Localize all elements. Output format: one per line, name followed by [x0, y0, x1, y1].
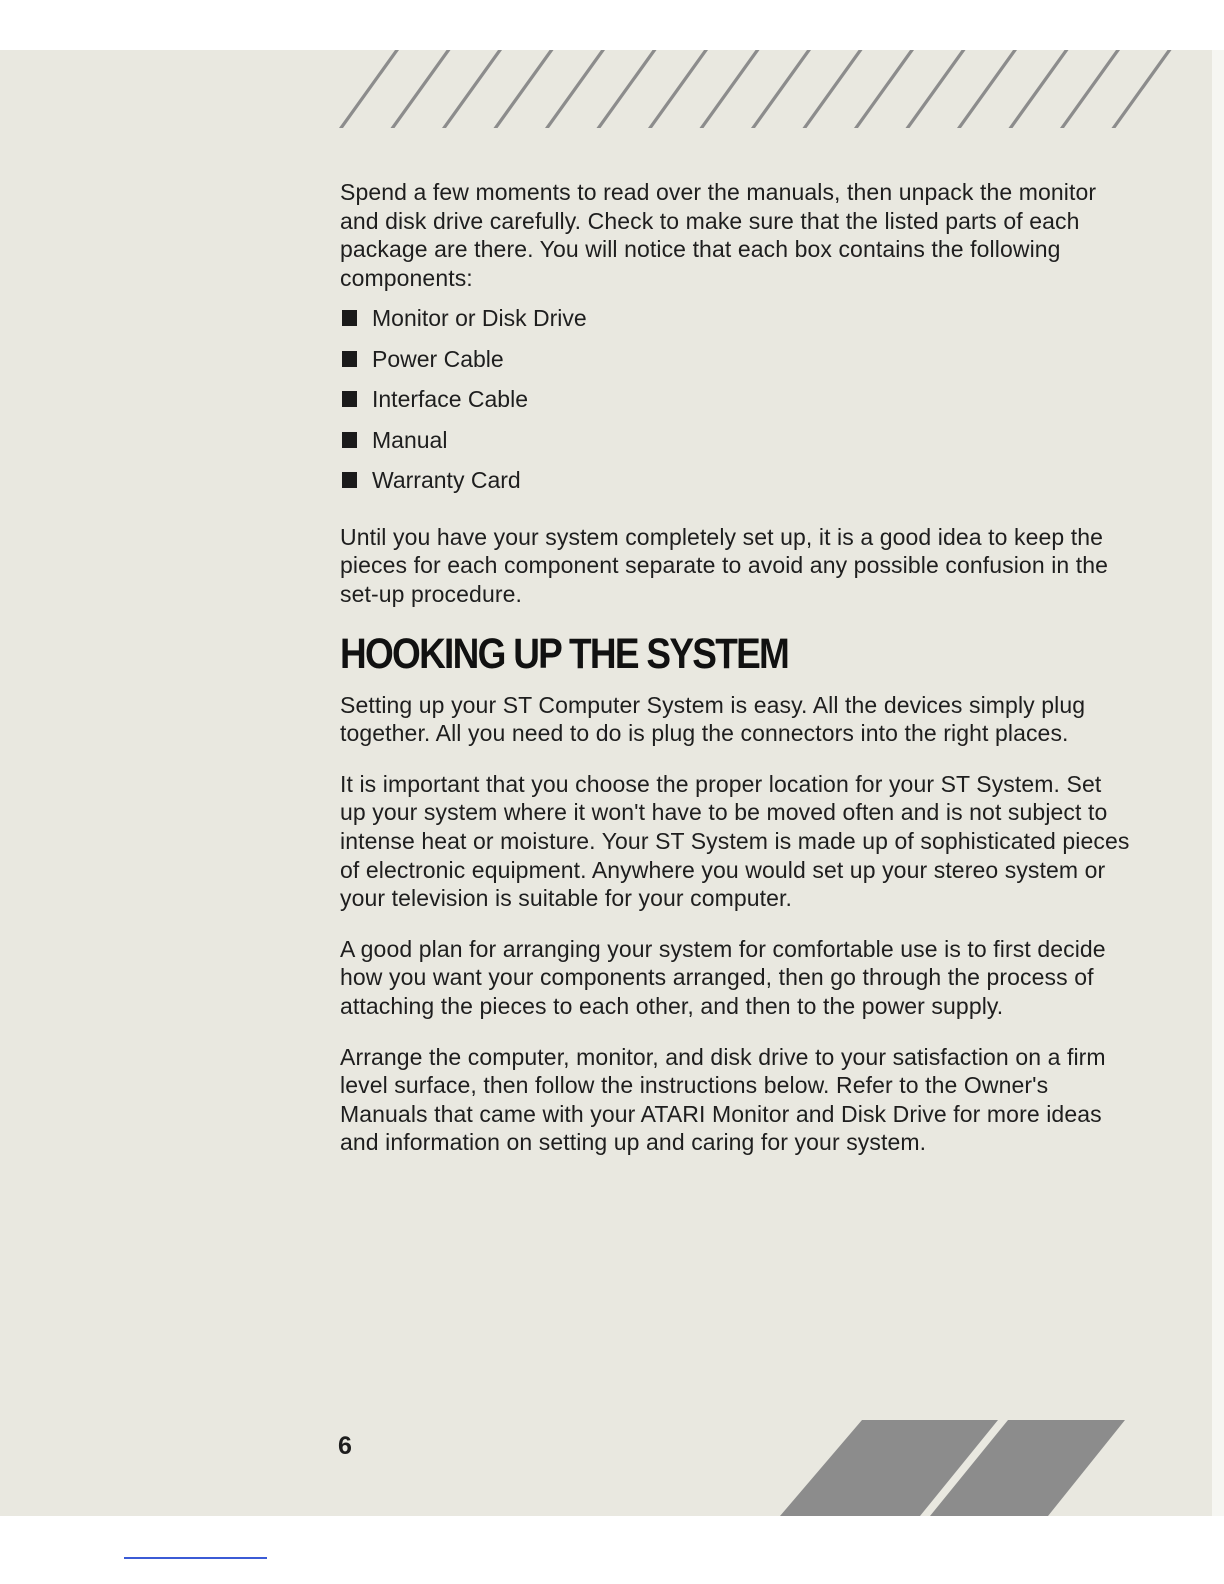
manual-page	[0, 50, 1212, 1516]
top-stripe	[648, 50, 708, 128]
separate-note-paragraph: Until you have your system completely set up, it is a good idea to keep the pieces for each component separate to avoid any possible confusion in the set-up procedure.	[340, 523, 1109, 608]
list-item	[340, 385, 1130, 426]
arrange-instructions-paragraph: Arrange the computer, monitor, and disk drive to your satisfaction on a firm level surface, then follow the instructions below. Refer to the Owner's Manuals that came with your ATARI Monitor and Disk Drive for more ideas and information on setting up and caring for your system.	[340, 1043, 1106, 1156]
decorative-top-stripes	[0, 50, 1212, 130]
setup-easy-paragraph: Setting up your ST Computer System is easy. All the devices simply plug together. All you need to do is plug the connectors into the right places.	[340, 691, 1086, 747]
list-item	[340, 345, 1130, 386]
list-item-label: Monitor or Disk Drive	[372, 305, 587, 332]
list-item	[340, 304, 1130, 345]
square-bullet-icon	[342, 391, 357, 407]
location-paragraph: It is important that you choose the proper location for your ST System. Set up your system where it won't have to be moved often and is not subject to intense heat or moisture. Your ST System is made up of sophisticated pieces of electronic equipment. Anywhere you would set up your stereo system or your television is suitable for your computer.	[340, 770, 1130, 912]
list-item-label: Interface Cable	[372, 386, 528, 413]
arrangement-plan-paragraph: A good plan for arranging your system for comfortable use is to first decide how you want your components arranged, then go through the process of attaching the pieces to each other, and then to the power supply.	[340, 935, 1106, 1019]
page-content	[340, 178, 1130, 1179]
page-number: 6	[338, 1432, 352, 1460]
top-stripe	[545, 50, 605, 128]
top-stripe	[957, 50, 1017, 128]
top-stripe	[442, 50, 502, 128]
top-stripe	[751, 50, 811, 128]
square-bullet-icon	[342, 472, 357, 488]
top-stripe	[1060, 50, 1120, 128]
section-heading: HOOKING UP THE SYSTEM	[340, 629, 789, 678]
page-edge	[1212, 50, 1224, 1516]
underline-divider	[124, 1557, 267, 1559]
square-bullet-icon	[342, 310, 357, 326]
square-bullet-icon	[342, 432, 357, 448]
top-stripe	[494, 50, 554, 128]
top-stripe	[803, 50, 863, 128]
decorative-bottom-stripes	[780, 1420, 1140, 1516]
components-list	[340, 304, 1130, 507]
top-stripe	[700, 50, 760, 128]
list-item	[340, 466, 1130, 507]
top-stripe	[906, 50, 966, 128]
top-stripe	[1112, 50, 1172, 128]
list-item	[340, 426, 1130, 467]
top-stripe	[1009, 50, 1069, 128]
top-stripe	[391, 50, 451, 128]
top-stripe	[339, 50, 399, 128]
top-stripe	[854, 50, 914, 128]
list-item-label: Manual	[372, 426, 448, 453]
square-bullet-icon	[342, 351, 357, 367]
list-item-label: Warranty Card	[372, 467, 521, 494]
top-stripe	[597, 50, 657, 128]
intro-paragraph: Spend a few moments to read over the manuals, then unpack the monitor and disk drive carefully. Check to make sure that the listed parts of each package are there. You will notice that each box contains the following components:	[340, 179, 1097, 291]
list-item-label: Power Cable	[372, 345, 504, 372]
